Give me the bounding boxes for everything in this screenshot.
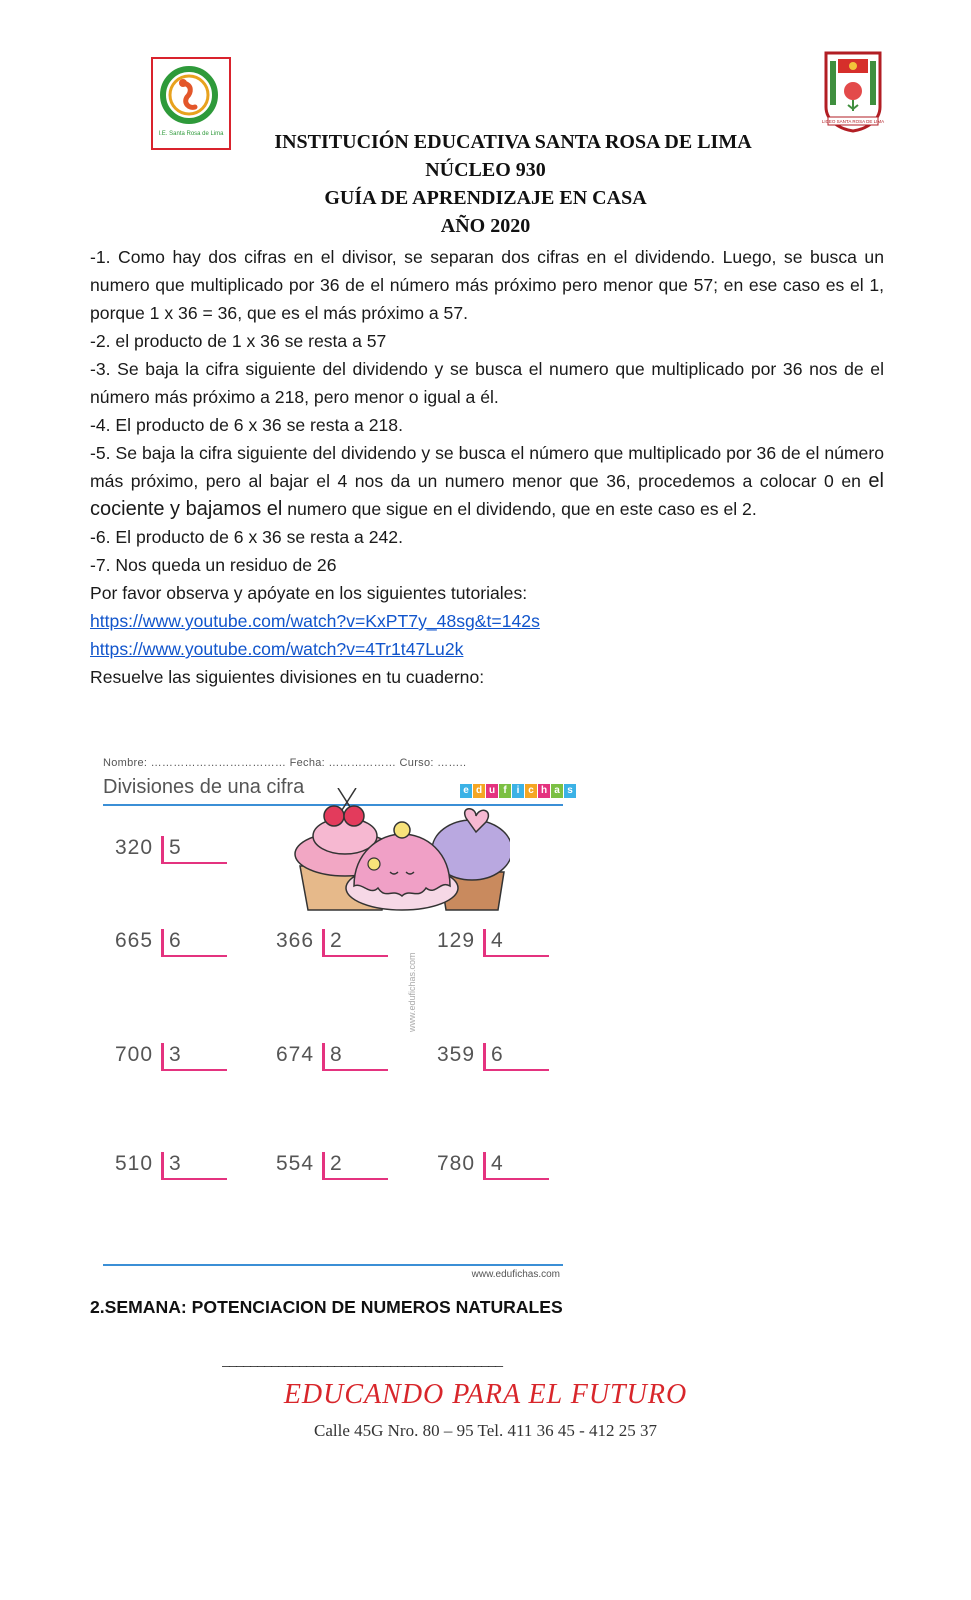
dividend: 366 bbox=[276, 929, 315, 952]
brand-letter: a bbox=[551, 784, 563, 798]
divisor: 4 bbox=[483, 929, 549, 957]
brand-letter: f bbox=[499, 784, 511, 798]
dividend: 665 bbox=[115, 929, 154, 952]
step-5 bbox=[90, 439, 884, 523]
instructions-body bbox=[90, 243, 884, 691]
step-5-part-a: -5. Se baja la cifra siguiente del dividendo y se busca el número que multiplicado por 36 de el número más próximo, pero al bajar el 4 nos da un numero menor que 36, procedemos a colocar 0 en bbox=[90, 443, 884, 491]
step-5-part-b: el cociente y bajamos el bbox=[90, 470, 884, 520]
school-crest-right bbox=[818, 49, 888, 135]
step-4: -4. El producto de 6 x 36 se resta a 218. bbox=[90, 415, 403, 435]
divisor: 2 bbox=[322, 1152, 388, 1180]
step-1: -1. Como hay dos cifras en el divisor, se separan dos cifras en el dividendo. Luego, se busca un numero que multiplicado por 36 de el número más próximo pero menor que 57; en ese caso es el 1, porque 1 x 36 = 36, que es el más próximo a 57. bbox=[90, 247, 884, 323]
divisor: 3 bbox=[161, 1152, 227, 1180]
tutorials-intro: Por favor observa y apóyate en los siguientes tutoriales: bbox=[90, 583, 528, 603]
divisor: 3 bbox=[161, 1043, 227, 1071]
svg-text:I.E. Santa Rosa de Lima: I.E. Santa Rosa de Lima bbox=[158, 131, 224, 137]
brand-letter: h bbox=[538, 784, 550, 798]
brand-letter: i bbox=[512, 784, 524, 798]
footer-rule: ________________________________________ bbox=[222, 1352, 502, 1369]
section-2-title: 2.SEMANA: POTENCIACION DE NUMEROS NATURALES bbox=[90, 1297, 563, 1317]
worksheet-url: www.edufichas.com bbox=[471, 1269, 560, 1280]
dividend: 359 bbox=[437, 1043, 476, 1066]
cupcakes-illustration bbox=[290, 788, 510, 918]
brand-letter: u bbox=[486, 784, 498, 798]
dividend: 129 bbox=[437, 929, 476, 952]
divisor: 6 bbox=[161, 929, 227, 957]
institution-name: INSTITUCIÓN EDUCATIVA SANTA ROSA DE LIMA bbox=[274, 131, 752, 153]
step-3: -3. Se baja la cifra siguiente del dividendo y se busca el numero que multiplicado por 36 nos de el número más próximo a 218, pero menor o igual a él. bbox=[90, 359, 884, 407]
tutorial-link-1[interactable]: https://www.youtube.com/watch?v=KxPT7y_48sg&t=142s bbox=[90, 611, 540, 631]
worksheet-bottom-rule bbox=[103, 1264, 563, 1266]
brand-letter: s bbox=[564, 784, 576, 798]
dividend: 320 bbox=[115, 836, 154, 859]
divisor: 6 bbox=[483, 1043, 549, 1071]
nucleo: NÚCLEO 930 bbox=[425, 159, 546, 181]
divisor: 8 bbox=[322, 1043, 388, 1071]
worksheet-watermark: www.edufichas.com bbox=[407, 952, 417, 1032]
brand-letter: d bbox=[473, 784, 485, 798]
brand-letter: c bbox=[525, 784, 537, 798]
divisor: 5 bbox=[161, 836, 227, 864]
worksheet-title: Divisiones de una cifra bbox=[103, 776, 305, 798]
dividend: 780 bbox=[437, 1152, 476, 1175]
step-6: -6. El producto de 6 x 36 se resta a 242. bbox=[90, 527, 403, 547]
year: AÑO 2020 bbox=[440, 215, 531, 237]
brand-letter: e bbox=[460, 784, 472, 798]
step-7: -7. Nos queda un residuo de 26 bbox=[90, 555, 337, 575]
dividend: 700 bbox=[115, 1043, 154, 1066]
tutorial-link-2[interactable]: https://www.youtube.com/watch?v=4Tr1t47Lu2k bbox=[90, 639, 464, 659]
divisor: 4 bbox=[483, 1152, 549, 1180]
exercise-instruction: Resuelve las siguientes divisiones en tu cuaderno: bbox=[90, 667, 485, 687]
footer-motto: EDUCANDO PARA EL FUTURO bbox=[283, 1379, 688, 1410]
svg-text:LICEO SANTA ROSA DE LIMA: LICEO SANTA ROSA DE LIMA bbox=[821, 119, 885, 124]
divisor: 2 bbox=[322, 929, 388, 957]
dividend: 510 bbox=[115, 1152, 154, 1175]
footer-address: Calle 45G Nro. 80 – 95 Tel. 411 36 45 - 412 25 37 bbox=[313, 1421, 658, 1440]
step-5-part-c: numero que sigue en el dividendo, que en este caso es el 2. bbox=[282, 499, 757, 519]
guide-title: GUÍA DE APRENDIZAJE EN CASA bbox=[324, 187, 647, 209]
crest-icon bbox=[818, 49, 888, 135]
dividend: 674 bbox=[276, 1043, 315, 1066]
division-worksheet bbox=[100, 752, 572, 1287]
document-header bbox=[0, 128, 971, 240]
step-2: -2. el producto de 1 x 36 se resta a 57 bbox=[90, 331, 387, 351]
worksheet-fields: Nombre: ……………………………… Fecha: ……………… Curso: …….. bbox=[103, 757, 467, 769]
dividend: 554 bbox=[276, 1152, 315, 1175]
